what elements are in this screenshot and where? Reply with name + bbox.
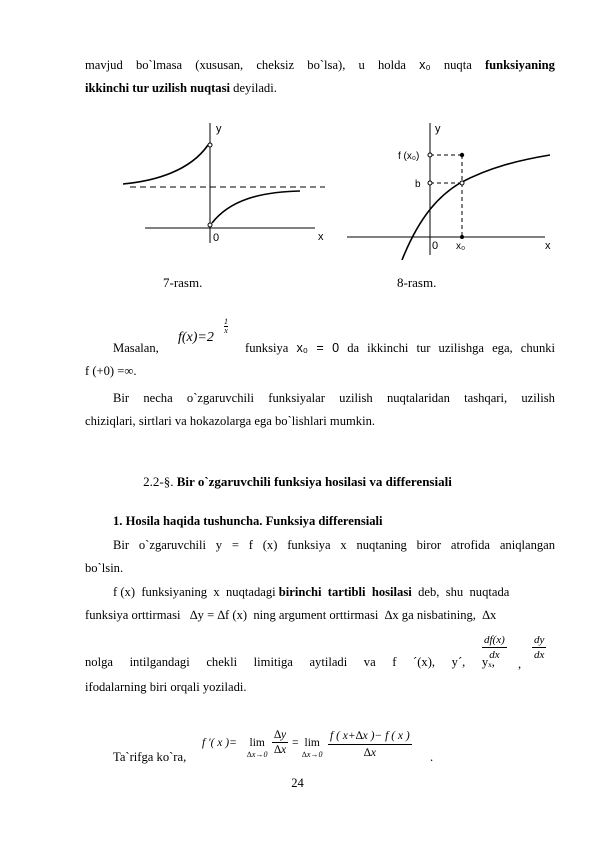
limit-1 [247, 737, 267, 761]
origin-label: 0 [432, 240, 439, 252]
open-point [428, 153, 432, 157]
fx0-point [460, 153, 464, 157]
para5-line2: funksiya orttirmasi ∆y = ∆f (x) ning argument orttirmasi ∆x ga nisbatining, ∆x [85, 608, 497, 622]
word: ega, [492, 341, 513, 355]
subsection-heading: 1. Hosila haqida tushuncha. Funksiya differensiali [113, 514, 383, 528]
word: x₀ = 0 [296, 341, 340, 355]
word: va [363, 655, 376, 669]
word: nuqtaning [356, 538, 407, 552]
fraction-dy-dx [272, 728, 288, 757]
comma: , [518, 657, 522, 671]
word: chekli [206, 655, 238, 669]
fraction-denominator: ∆x [363, 747, 376, 759]
equals-sign: = [292, 737, 299, 749]
x-axis-label: x [318, 231, 324, 243]
para3-line2: chiziqlari, sirtlari va hokazolarga ega bo`lishlari mumkin. [85, 414, 376, 428]
para2-line1 [245, 341, 555, 356]
word: uzilish [339, 391, 373, 405]
word: funksiyaning [484, 58, 555, 72]
word: bo`lmasa [135, 58, 183, 72]
function-curve [402, 155, 550, 260]
para2-line2: f (+0) =∞. [85, 364, 137, 378]
word: cheksiz [256, 58, 295, 72]
para4-line1 [113, 538, 555, 553]
word: y´, [451, 655, 466, 669]
word: chunki [520, 341, 556, 355]
page-number: 24 [291, 776, 304, 790]
word: x₀ [419, 58, 431, 72]
text: deyiladi. [230, 81, 277, 95]
text: f (x) funksiyaning x nuqtadagi [113, 585, 279, 599]
section-title: Bir o`zgaruvchili funksiya hosilasi va differensiali [176, 474, 452, 489]
word: holda [378, 58, 406, 72]
word: limitiga [253, 655, 293, 669]
text: deb, shu nuqtada [411, 585, 510, 599]
y-axis-label: y [216, 123, 222, 135]
section-heading [0, 474, 595, 490]
word: yₓ, [481, 655, 495, 669]
word: tashqari, [464, 391, 508, 405]
bold-term: birinchi tartibli hosilasi [278, 585, 412, 599]
open-point [428, 181, 432, 185]
word: necha [143, 391, 173, 405]
para5-line3 [85, 655, 495, 670]
bold-term: ikkinchi tur uzilish nuqtasi [85, 81, 231, 95]
fx0-label: f (x₀) [398, 151, 420, 162]
word: intilgandagi [129, 655, 190, 669]
lim-subscript: ∆x→0 [247, 750, 268, 759]
word: Bir [113, 538, 130, 552]
fraction-denominator: dx [534, 649, 545, 661]
figure-7-caption: 7-rasm. [163, 275, 203, 290]
figure-8-caption: 8-rasm. [397, 275, 437, 290]
word: biror [416, 538, 442, 552]
origin-label: 0 [213, 232, 220, 244]
left-branch-curve [123, 145, 208, 184]
fraction-numerator: df(x) [484, 634, 505, 646]
y-axis-label: y [435, 123, 441, 135]
period: . [430, 750, 434, 764]
para1-line2 [85, 81, 555, 96]
figure-8 [345, 115, 560, 260]
word: y [215, 538, 223, 552]
para1-line1 [85, 58, 555, 73]
formula-lhs: f ′( x )= [202, 737, 237, 749]
x0-label: x₀ [456, 241, 466, 252]
formula-base: f(x)=2 [178, 330, 214, 345]
x-axis-label: x [545, 240, 551, 252]
word: u [358, 58, 365, 72]
fraction-numerator: ∆y [274, 729, 287, 741]
fraction-numerator: dy [534, 634, 545, 646]
limit-2 [302, 737, 322, 761]
word: funksiya [287, 538, 331, 552]
difference-quotient [328, 728, 412, 761]
masalan-text: Masalan, [113, 341, 159, 355]
word: o`zgaruvchili [138, 538, 207, 552]
word: nuqta [443, 58, 472, 72]
fraction-denominator: dx [489, 649, 500, 661]
open-point [460, 181, 464, 185]
para5-line4: ifodalarning biri orqali yoziladi. [85, 680, 247, 694]
word: f (x) [248, 538, 278, 552]
word: funksiya [245, 341, 289, 355]
formula-exponent [224, 318, 228, 335]
para5-line1 [113, 585, 555, 600]
word: uzilishga [438, 341, 485, 355]
x0-point [460, 235, 464, 239]
word: nolga [85, 655, 113, 669]
word: x [340, 538, 347, 552]
derivative-fraction-1 [482, 633, 507, 662]
para3-line1 [113, 391, 555, 406]
definition-lead: Ta`rifga ko`ra, [113, 750, 187, 764]
open-point [208, 143, 212, 147]
word: atrofida [450, 538, 491, 552]
word: mavjud [85, 58, 123, 72]
word: Bir [113, 391, 130, 405]
word: (xususan, [195, 58, 244, 72]
section-number: 2.2-§. [143, 474, 174, 489]
word: nuqtalaridan [386, 391, 450, 405]
exponent-denominator: x [224, 326, 228, 335]
word: f ´(x), [392, 655, 436, 669]
right-branch-curve [212, 191, 300, 223]
example-formula [178, 317, 228, 346]
b-label: b [415, 179, 421, 190]
word: o`zgaruvchili [186, 391, 255, 405]
fraction-numerator: f ( x+∆x )− f ( x ) [328, 728, 412, 745]
figure-7 [115, 115, 335, 250]
word: aytiladi [309, 655, 348, 669]
word: bo`lsa), [307, 58, 346, 72]
para4-line2: bo`lsin. [85, 561, 124, 575]
word: uzilish [521, 391, 555, 405]
word: = [231, 538, 239, 552]
derivative-fraction-2 [532, 633, 546, 662]
lim-text: lim [304, 737, 320, 749]
lim-text: lim [249, 737, 265, 749]
exponent-numerator: 1 [224, 317, 228, 326]
word: aniqlangan [499, 538, 556, 552]
word: ikkinchi [367, 341, 409, 355]
fraction-denominator: ∆x [274, 744, 287, 756]
lim-subscript: ∆x→0 [302, 750, 323, 759]
word: tur [416, 341, 431, 355]
open-point [208, 223, 212, 227]
word: funksiyalar [268, 391, 325, 405]
word: da [347, 341, 360, 355]
